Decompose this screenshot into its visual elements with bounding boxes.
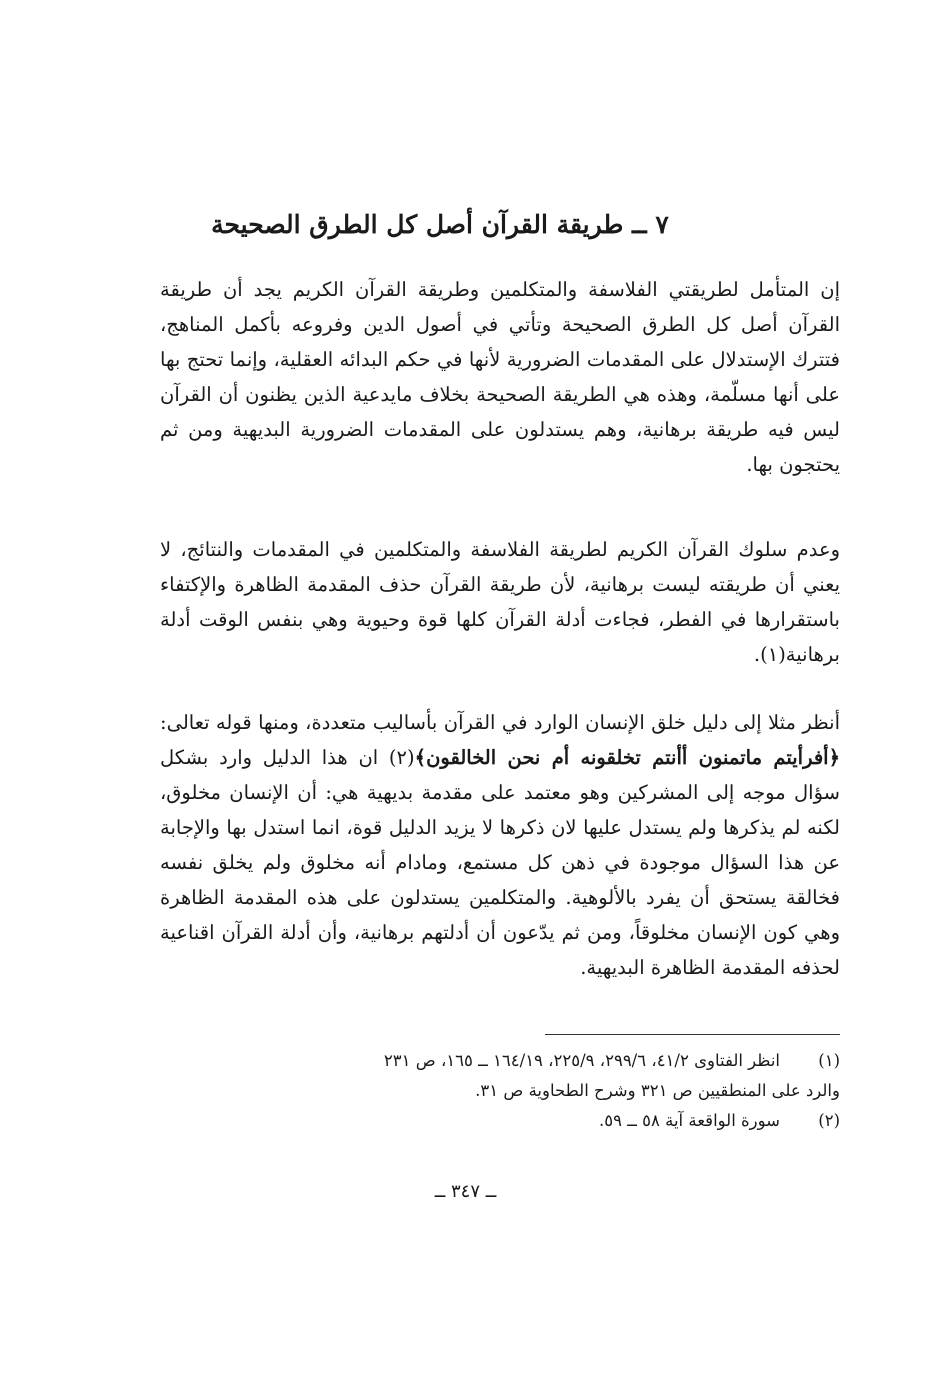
footnote-number: (١) <box>818 1051 840 1070</box>
paragraph-3 <box>160 705 840 985</box>
footnote-number: (٢) <box>818 1111 840 1130</box>
page-number: ــ ٣٤٧ ــ <box>434 1181 497 1202</box>
footnotes <box>150 1046 840 1136</box>
footnote-2 <box>150 1106 840 1136</box>
paragraph-3-intro: أنظر مثلا إلى دليل خلق الإنسان الوارد في القرآن بأساليب متعددة، ومنها قوله تعالى: <box>160 711 840 734</box>
footnote-1 <box>150 1046 840 1076</box>
footnote-text: انظر الفتاوى ٤١/٢، ٢٩٩/٦، ٢٢٥/٩، ١٦٤/١٩ ــ ١٦٥، ص ٢٣١ <box>383 1051 780 1070</box>
footnote-divider <box>545 1034 840 1035</box>
paragraph-1: إن المتأمل لطريقتي الفلاسفة والمتكلمين وطريقة القرآن الكريم يجد أن طريقة القرآن أصل كل الطرق الصحيحة وتأتي في أصول الدين وفروعه بأكمل المناهج، فتترك الإستدلال على المقدمات الضرورية لأنها في حكم البدائه العقلية، وإنما تحتج بها على أنها مسلّمة، وهذه هي الطريقة الصحيحة بخلاف مايدعية الذين يظنون أن القرآن ليس فيه طريقة برهانية، وهم يستدلون على المقدمات الضرورية البديهية ومن ثم يحتجون بها. <box>160 278 840 476</box>
quran-verse: ﴿أفرأيتم ماتمنون أأنتم تخلقونه أم نحن الخالقون﴾ <box>414 746 840 769</box>
paragraph-2: وعدم سلوك القرآن الكريم لطريقة الفلاسفة والمتكلمين في المقدمات والنتائج، لا يعني أن طريقته ليست برهانية، لأن طريقة القرآن حذف المقدمة الظاهرة والإكتفاء باستقرارها في الفطر، فجاءت أدلة القرآن كلها قوة وحيوية وهي بنفس الوقت أدلة برهانية(١). <box>160 538 840 666</box>
footnote-1-continuation: والرد على المنطقيين ص ٣٢١ وشرح الطحاوية ص ٣١. <box>475 1081 840 1100</box>
paragraph-3-body: (٢) ان هذا الدليل وارد بشكل سؤال موجه إلى المشركين وهو معتمد على مقدمة بديهية هي: أن الإنسان مخلوق، لكنه لم يذكرها ولم يستدل عليها لان ذكرها لا يزيد الدليل قوة، انما استدل بها والإجابة عن هذا السؤال موجودة في ذهن كل مستمع، ومادام أنه مخلوق ولم يخلق نفسه فخالقة يستحق أن يفرد بالألوهية. والمتكلمين يستدلون على هذه المقدمة الظاهرة وهي كون الإنسان مخلوقاً، ومن ثم يدّعون أن أدلتهم برهانية، وأن أدلة القرآن اقناعية لحذفه المقدمة الظاهرة البديهية. <box>160 746 840 979</box>
section-title: ٧ ــ طريقة القرآن أصل كل الطرق الصحيحة <box>211 210 669 239</box>
footnote-text: سورة الواقعة آية ٥٨ ــ ٥٩. <box>598 1111 780 1130</box>
